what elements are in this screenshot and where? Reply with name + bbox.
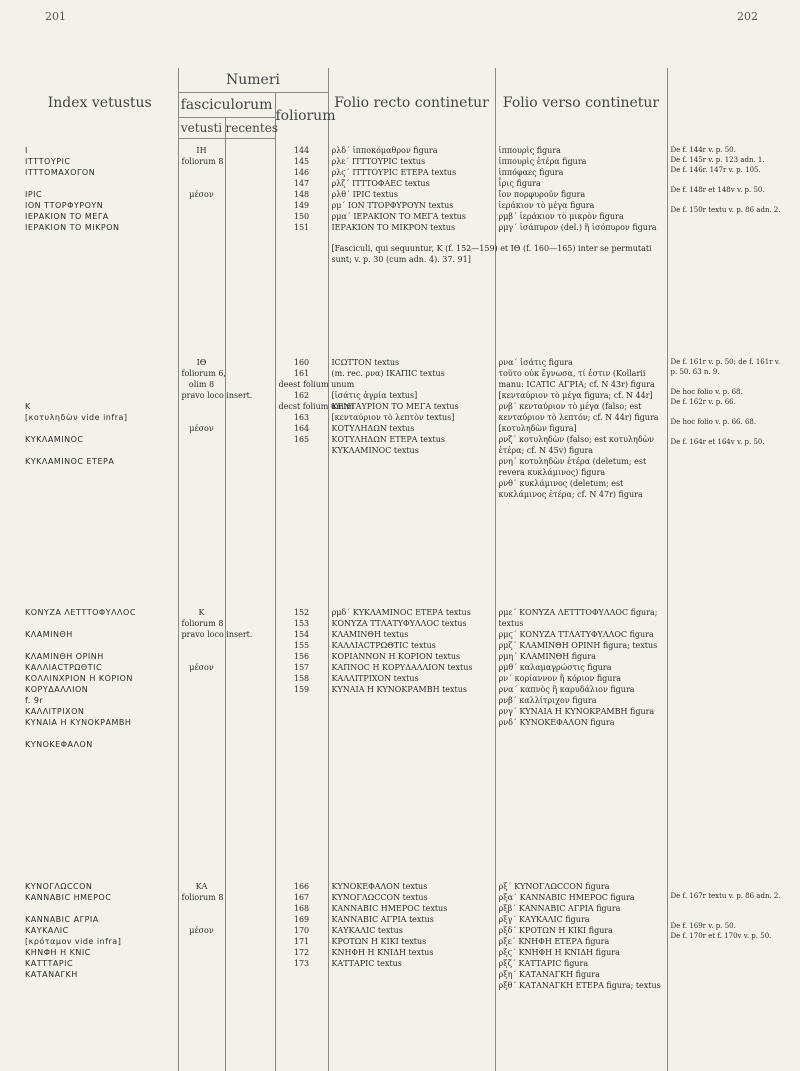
cell-line: 170 (279, 925, 325, 936)
cell-line: 160 (279, 357, 325, 368)
cell-line: 149 (279, 200, 325, 211)
cell-line: ρξζ΄ ΚΑΤΤΑΡΙϹ figura (499, 958, 664, 969)
cell-line: 168 (279, 903, 325, 914)
cell-line: ρξϛ΄ ΚΝΗΦΗ Η ΚΝΙΔΗ figura (499, 947, 664, 958)
cell-line: ΚΥΝΟΓΛΩϹϹΟΝ (25, 881, 175, 892)
header-recentes: recentes (225, 118, 275, 139)
cell-line: 146 (279, 167, 325, 178)
cell-line (25, 728, 175, 739)
cell-line: (m. rec. ρνα) ΙΚΑΠΙϹ textus (332, 368, 492, 379)
cell-line: ΙΘ (182, 357, 222, 368)
cell-line (182, 178, 222, 189)
cell-line: ἱππόφαες figura (499, 167, 664, 178)
folio-number-cell (275, 145, 328, 351)
cell-line: ΚΑΥΚΑΛΙϹ (25, 925, 175, 936)
cell-line (25, 178, 175, 189)
cell-line: 144 (279, 145, 325, 156)
cell-line: [ἰσάτις ἀγρία textus] (332, 390, 492, 401)
cell-line: ΚΑΠΝΟϹ Η ΚΟΡΥΔΑΛΛΙΟΝ textus (332, 662, 492, 673)
cell-line: [κοτυληδὼν figura] (499, 423, 664, 434)
cell-line: ρξβ΄ ΚΑΝΝΑΒΙϹ ΑΓΡΙΑ figura (499, 903, 664, 914)
cell-line: ΚΑΛΛΙΤΡΙΧΟΝ textus (332, 673, 492, 684)
fasciculi-recentes-cell (225, 881, 275, 1071)
verso-cell (495, 607, 667, 875)
cell-line: μέσον (182, 662, 222, 673)
page-number-right: 202 (737, 10, 758, 23)
cell-line: 151 (279, 222, 325, 233)
cell-line: ρμζ΄ ΚΛΑΜΙΝΘΗ ΟΡΙΝΗ figura; textus (499, 640, 664, 651)
table-row (22, 357, 792, 601)
cell-line: f. 9r (25, 695, 175, 706)
cell-line: ρξγ΄ ΚΑΥΚΑΛΙϹ figura (499, 914, 664, 925)
header-vetusti: vetusti (178, 118, 225, 139)
folio-number-cell (275, 357, 328, 601)
cell-line: ΚΛΑΜΙΝΘΗ textus (332, 629, 492, 640)
cell-line: 163 (279, 412, 325, 423)
cell-line: deest folium unum (279, 379, 325, 390)
cell-line: ρνδ΄ ΚΥΝΟΚΕΦΑΛΟΝ figura (499, 717, 664, 728)
cell-line: foliorum 8 (182, 892, 222, 903)
cell-line: ΚΛΑΜΙΝΘΗ (25, 629, 175, 640)
cell-line: ἶρις figura (499, 178, 664, 189)
header-notes (667, 68, 792, 139)
cell-line: De f. 161r v. p. 50; de f. 161r v. p. 50. 63 n. 9. (671, 357, 790, 377)
folio-number-cell (275, 607, 328, 875)
cell-line: ρμ΄ ΙΟΝ ΤΤΟΡΦΥΡΟΥΝ textus (332, 200, 492, 211)
cell-line: I (25, 145, 175, 156)
recto-cell (328, 357, 495, 601)
cell-line: 153 (279, 618, 325, 629)
cell-line: De f. 146r. 147r v. p. 105. (671, 165, 790, 175)
cell-line: ΚΑΝΝΑΒΙϹ ΑΓΡΙΑ (25, 914, 175, 925)
cell-line: olim 8 (182, 379, 222, 390)
cell-line (25, 357, 175, 368)
cell-line: ἴον πορφυροῦν figura (499, 189, 664, 200)
cell-line: [κενταύριον τὸ μέγα figura; cf. N 44r] (499, 390, 664, 401)
cell-line: [κενταύριον τὸ λεπτὸν textus] (332, 412, 492, 423)
cell-line (671, 215, 790, 225)
cell-line: De f. 144r v. p. 50. (671, 145, 790, 155)
cell-line: ρμθ΄ καλαμαγρώστις figura (499, 662, 664, 673)
cell-line: De f. 164r et 164v v. p. 50. (671, 437, 790, 447)
fasciculi-vetusti-cell (178, 881, 225, 1071)
cell-line: 145 (279, 156, 325, 167)
cell-line: ρξθ΄ ΚΑΤΑΝΑΓΚΗ ΕΤΕΡΑ figura; textus (499, 980, 664, 991)
cell-line: ΚΑΝΝΑΒΙϹ ΑΓΡΙΑ textus (332, 914, 492, 925)
cell-line (182, 412, 222, 423)
cell-line (671, 377, 790, 387)
cell-line: 150 (279, 211, 325, 222)
cell-line (182, 651, 222, 662)
cell-line: ρνζ΄ κοτυληδὼν (falso; est κοτυληδὼν ἑτέρα; cf. N 45v) figura (499, 434, 664, 456)
cell-line: 157 (279, 662, 325, 673)
cell-line: ΚΑΝΝΑΒΙϹ ΗΜΕΡΟϹ (25, 892, 175, 903)
cell-line: ἱεράκιον τὸ μέγα figura (499, 200, 664, 211)
cell-line (671, 901, 790, 911)
cell-line: foliorum 8 (182, 156, 222, 167)
cell-line (25, 423, 175, 434)
cell-line (671, 881, 790, 891)
fasciculi-recentes-cell (225, 145, 275, 351)
verso-cell (495, 357, 667, 601)
cell-line: ρξδ΄ ΚΡΟΤΩΝ Η ΚΙΚΙ figura (499, 925, 664, 936)
cell-line: ΚΑΛΛΙΑϹΤΡΩΘΤΙϹ textus (332, 640, 492, 651)
cell-line: ΚΑΤΤΤΑΡΙϹ (25, 958, 175, 969)
cell-line: ρξ΄ ΚΥΝΟΓΛΩϹϹΟΝ figura (499, 881, 664, 892)
cell-line: ΚΥΚΛΑΜΙΝΟϹ (25, 434, 175, 445)
recto-cell (328, 607, 495, 875)
cell-line: ρλζ΄ ΙΤΤΤΟΦΑΕϹ textus (332, 178, 492, 189)
cell-line (182, 640, 222, 651)
cell-line: ΚΝΗΦΗ Η ΚΝΙΔΗ textus (332, 947, 492, 958)
cell-line: ΚΑΝΝΑΒΙϹ ΗΜΕΡΟϹ textus (332, 903, 492, 914)
cell-line: 172 (279, 947, 325, 958)
cell-line: ΚΗΝΦΗ Η ΚΝΙϹ (25, 947, 175, 958)
cell-line: De hoc folio v. p. 68. (671, 387, 790, 397)
cell-line: 147 (279, 178, 325, 189)
cell-line: foliorum 6, (182, 368, 222, 379)
cell-line: 167 (279, 892, 325, 903)
cell-line: ρμε΄ ΚΟΝΥΖΑ ΛΕΤΤΤΟΦΥΛΛΟϹ figura; textus (499, 607, 664, 629)
index-cell (22, 145, 178, 351)
cell-line: ΙΤΤΤΟΥΡΙϹ (25, 156, 175, 167)
cell-line: Κ (25, 401, 175, 412)
cell-line: pravo loco insert. (182, 390, 222, 401)
cell-line: ΚΥΚΛΑΜΙΝΟϹ textus (332, 445, 492, 456)
fasciculi-recentes-cell (225, 607, 275, 875)
header-verso: Folio verso continetur (495, 68, 667, 139)
recto-cell (328, 145, 495, 351)
cell-line: ρμδ΄ ΚΥΚΛΑΜΙΝΟϹ ΕΤΕΡΑ textus (332, 607, 492, 618)
cell-line (182, 167, 222, 178)
cell-line: ἱππουρὶς figura (499, 145, 664, 156)
table-row (22, 607, 792, 875)
cell-line: ΙΕΡΑΚΙΟΝ ΤΟ ΜΙΚΡΟΝ (25, 222, 175, 233)
header-fasciculorum: fasciculorum (178, 93, 275, 118)
cell-line: ΚΟΡΥΔΑΛΛΙΟΝ (25, 684, 175, 695)
cell-line: De f. 150r textu v. p. 86 adn. 2. (671, 205, 790, 215)
notes-cell (667, 607, 792, 875)
cell-line: ΙΤΤΤΟΜΑΧΟΓΟΝ (25, 167, 175, 178)
cell-line (671, 911, 790, 921)
cell-line: ΚΥΝΑΙΑ Η ΚΥΝΟΚΡΑΜΒΗ textus (332, 684, 492, 695)
cell-line: ΚΥΝΑΙΑ Η ΚΥΝΟΚΡΑΜΒΗ (25, 717, 175, 728)
cell-line (25, 903, 175, 914)
cell-line: 166 (279, 881, 325, 892)
cell-line: ΚΥΝΟΚΕΦΑΛΟΝ textus (332, 881, 492, 892)
cell-line: 161 (279, 368, 325, 379)
cell-line: ΚΑΥΚΑΛΙϹ textus (332, 925, 492, 936)
cell-line: ΚΟΤΥΛΗΔΩΝ textus (332, 423, 492, 434)
cell-line: ρμη΄ ΚΛΑΜΙΝΘΗ figura (499, 651, 664, 662)
cell-line: 162 (279, 390, 325, 401)
cell-line (25, 390, 175, 401)
index-table (22, 68, 792, 1071)
cell-line: ΙϹΩΤΤΟΝ textus (332, 357, 492, 368)
cell-line (25, 640, 175, 651)
cell-line (25, 368, 175, 379)
cell-line: ΚΟΛΛΙΝΧΡΙΟΝ Η ΚΟΡΙΟΝ (25, 673, 175, 684)
cell-line: 159 (279, 684, 325, 695)
cell-line: τοῦτο οὐκ ἔγνωσα, τί ἐστιν (Kollarii manu: ICATIC ΑΓΡΙΑ; cf. N 43r) figura (499, 368, 664, 390)
page-number-left: 201 (45, 10, 66, 23)
table-body (22, 139, 792, 1071)
cell-line: 155 (279, 640, 325, 651)
cell-line (671, 175, 790, 185)
cell-line: ρξε΄ ΚΝΗΦΗ ΕΤΕΡΑ figura (499, 936, 664, 947)
cell-line: ΚΟΤΥΛΗΔΩΝ ΕΤΕΡΑ textus (332, 434, 492, 445)
cell-line: 152 (279, 607, 325, 618)
cell-line: ρνβ΄ κενταύριον τὸ μέγα (falso; est κενταύριον τὸ λεπτόν; cf. N 44r) figura (499, 401, 664, 423)
cell-line (671, 195, 790, 205)
cell-line: Κ (182, 607, 222, 618)
cell-line: ρξη΄ ΚΑΤΑΝΑΓΚΗ figura (499, 969, 664, 980)
cell-line: ΙΡΙϹ (25, 189, 175, 200)
cell-line: ρλε΄ ΙΤΤΤΟΥΡΙϹ textus (332, 156, 492, 167)
cell-line: ρμα΄ ΙΕΡΑΚΙΟΝ ΤΟ ΜΕΓΑ textus (332, 211, 492, 222)
cell-line: ΚΑΤΑΝΑΓΚΗ (25, 969, 175, 980)
cell-line: 164 (279, 423, 325, 434)
table-row (22, 145, 792, 351)
table-row (22, 881, 792, 1071)
cell-line: De f. 162r v. p. 66. (671, 397, 790, 407)
cell-line: ΚΑΛΛΙΤΡΙΧΟΝ (25, 706, 175, 717)
cell-line: ΚΡΟΤΩΝ Η ΚΙΚΙ textus (332, 936, 492, 947)
cell-line: 158 (279, 673, 325, 684)
fasciculi-note: [Fasciculi, qui sequuntur, Κ (f. 152—159) et ΙΘ (f. 160—165) inter se permutati sunt; v. p. 30 (cum adn. 4). 37. 91] (332, 243, 662, 265)
folio-number-cell (275, 881, 328, 1071)
cell-line: ΙΕΡΑΚΙΟΝ ΤΟ ΜΕΓΑ (25, 211, 175, 222)
cell-line: ρνα΄ καπνὸς ἢ καρυδάλιον figura (499, 684, 664, 695)
cell-line: ΚΥΝΟΓΛΩϹϹΟΝ textus (332, 892, 492, 903)
cell-line (182, 903, 222, 914)
cell-line: 173 (279, 958, 325, 969)
cell-line: μέσον (182, 189, 222, 200)
fasciculi-vetusti-cell (178, 357, 225, 601)
cell-line: De hoc folio v. p. 66. 68. (671, 417, 790, 427)
cell-line: ΙΗ (182, 145, 222, 156)
cell-line: decst folium unum (279, 401, 325, 412)
fasciculi-vetusti-cell (178, 607, 225, 875)
cell-line: ΚΟΝΥΖΑ ΛΕΤΤΤΟΦΥΛΛΟϹ (25, 607, 175, 618)
cell-line: ρμγ΄ ἰσάπυρον (del.) ἢ ἰσόπυρον figura (499, 222, 664, 233)
cell-line: De f. 167r textu v. p. 86 adn. 2. (671, 891, 790, 901)
cell-line: ρλϛ΄ ΙΤΤΤΟΥΡΙϹ ΕΤΕΡΑ textus (332, 167, 492, 178)
index-cell (22, 357, 178, 601)
cell-line: 169 (279, 914, 325, 925)
cell-line: ρνα΄ ἰσάτις figura (499, 357, 664, 368)
notes-cell (667, 357, 792, 601)
cell-line: ΚΟΝΥΖΑ ΤΤΛΑΤΥΦΥΛΛΟϹ textus (332, 618, 492, 629)
verso-cell (495, 881, 667, 1071)
cell-line: ΚΥΚΛΑΜΙΝΟϹ ΕΤΕΡΑ (25, 456, 175, 467)
header-recto: Folio recto continetur (328, 68, 495, 139)
fasciculi-vetusti-cell (178, 145, 225, 351)
cell-line: ΚΑΤΤΑΡΙϹ textus (332, 958, 492, 969)
header-numeri: Numeri (178, 68, 328, 93)
cell-line: ἱππουρὶς ἑτέρα figura (499, 156, 664, 167)
cell-line: De f. 169r v. p. 50. (671, 921, 790, 931)
notes-cell (667, 145, 792, 351)
cell-line: ρν΄ κορίαννον ἢ κόριον figura (499, 673, 664, 684)
cell-line: ρνγ΄ ΚΥΝΑΙΑ Η ΚΥΝΟΚΡΑΜΒΗ figura (499, 706, 664, 717)
cell-line: ρνη΄ κοτυληδὼν ἑτέρα (deletum; est revera κυκλάμινος) figura (499, 456, 664, 478)
header-index: Index vetustus (22, 68, 178, 139)
cell-line: ρλδ΄ ἱπποκόμαθρον figura (332, 145, 492, 156)
cell-line (671, 427, 790, 437)
cell-line: ΚΟΡΙΑΝΝΟΝ Η ΚΟΡΙΟΝ textus (332, 651, 492, 662)
cell-line: ρμβ΄ ἱεράκιον τὸ μικρὸν figura (499, 211, 664, 222)
cell-line (182, 914, 222, 925)
header-foliorum: foliorum (275, 93, 328, 139)
cell-line: ρμϛ΄ ΚΟΝΥΖΑ ΤΤΛΑΤΥΦΥΛΛΟϹ figura (499, 629, 664, 640)
cell-line: [κρόταμον vide infra] (25, 936, 175, 947)
cell-line: ρξα΄ ΚΑΝΝΑΒΙϹ ΗΜΕΡΟϹ figura (499, 892, 664, 903)
cell-line: 165 (279, 434, 325, 445)
cell-line (25, 379, 175, 390)
notes-cell (667, 881, 792, 1071)
cell-line: ΙΟΝ ΤΤΟΡΦΥΡΟΥΝ (25, 200, 175, 211)
cell-line (25, 618, 175, 629)
cell-line: foliorum 8 (182, 618, 222, 629)
cell-line: ΚΥΝΟΚΕΦΑΛΟΝ (25, 739, 175, 750)
cell-line: 154 (279, 629, 325, 640)
index-cell (22, 607, 178, 875)
cell-line: [κοτυληδὼν vide infra] (25, 412, 175, 423)
index-cell (22, 881, 178, 1071)
cell-line: ρνθ΄ κυκλάμινος (deletum; est κυκλάμινος ἑτέρα; cf. N 47r) figura (499, 478, 664, 500)
cell-line: ρλθ΄ ΙΡΙϹ textus (332, 189, 492, 200)
cell-line (182, 401, 222, 412)
cell-line: De f. 170r et f. 170v v. p. 50. (671, 931, 790, 941)
cell-line (332, 379, 492, 390)
cell-line: De f. 148r et 148v v. p. 50. (671, 185, 790, 195)
cell-line: ΚΕΝΤΑΥΡΙΟΝ ΤΟ ΜΕΓΑ textus (332, 401, 492, 412)
cell-line: μέσον (182, 423, 222, 434)
cell-line: 171 (279, 936, 325, 947)
cell-line: ΙΕΡΑΚΙΟΝ ΤΟ ΜΙΚΡΟΝ textus (332, 222, 492, 233)
cell-line (671, 407, 790, 417)
cell-line: μέσον (182, 925, 222, 936)
cell-line (25, 445, 175, 456)
cell-line: pravo loco insert. (182, 629, 222, 640)
cell-line: De f. 145r v. p. 123 adn. 1. (671, 155, 790, 165)
cell-line: ρνβ΄ καλλίτριχον figura (499, 695, 664, 706)
recto-cell (328, 881, 495, 1071)
cell-line: ΚΑ (182, 881, 222, 892)
cell-line: 156 (279, 651, 325, 662)
cell-line: 148 (279, 189, 325, 200)
cell-line: ΚΛΑΜΙΝΘΗ ΟΡΙΝΗ (25, 651, 175, 662)
cell-line: ΚΑΛΛΙΑϹΤΡΩΘΤΙϹ (25, 662, 175, 673)
